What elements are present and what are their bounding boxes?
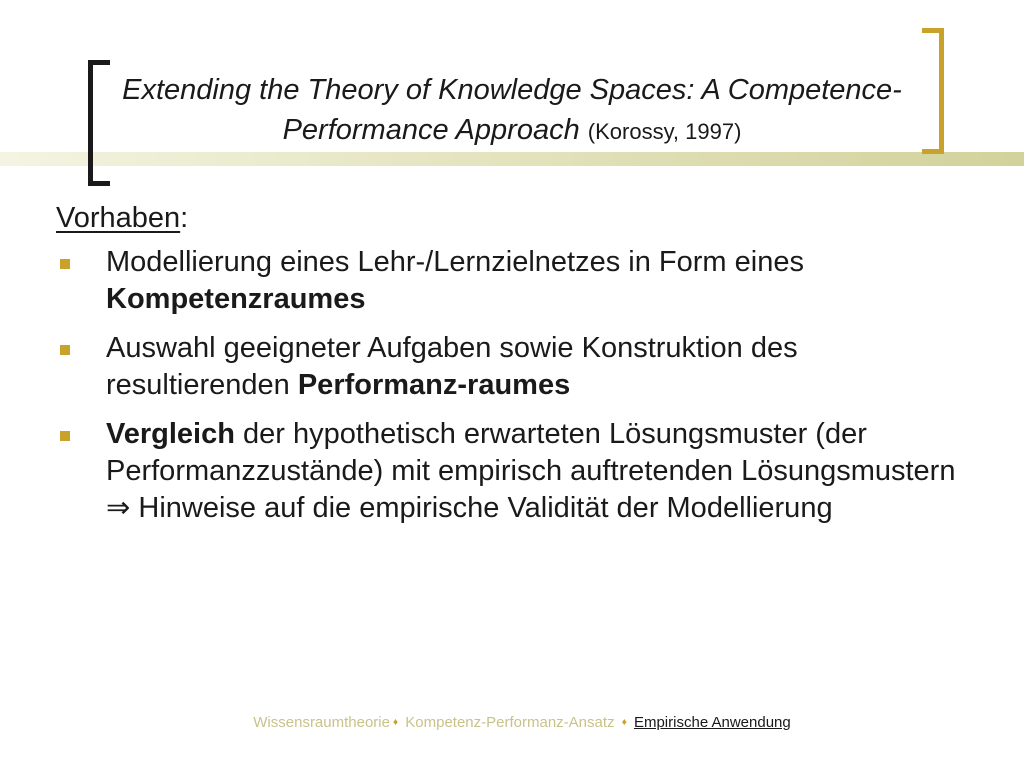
bullet-square-icon (60, 259, 70, 269)
heading-colon: : (180, 202, 189, 234)
bullet-square-icon (60, 431, 70, 441)
implies-arrow-icon: ⇒ (106, 492, 131, 524)
title-citation: (Korossy, 1997) (587, 119, 742, 144)
slide-content (56, 198, 976, 539)
title-main-text: Extending the Theory of Knowledge Spaces: A Competence-Performance Approach (122, 74, 902, 146)
bullet-item (56, 330, 976, 404)
bullet-bold-text: Performanz-raumes (297, 369, 571, 401)
footer-nav-empirische-anwendung[interactable]: Empirische Anwendung (633, 714, 791, 731)
heading-label: Vorhaben (56, 202, 181, 234)
bullet-text: Auswahl geeigneter Aufgaben sowie Konstruktion des resultierenden (106, 332, 798, 401)
bullet-bold-text: Vergleich (106, 418, 235, 450)
diamond-separator-icon: ♦ (621, 717, 627, 728)
bullet-text: der hypothetisch erwarteten Lösungsmuster (der Performanzzustände) mit empirisch auftretenden Lösungsmustern (106, 418, 956, 487)
bullet-item (56, 244, 976, 318)
bullet-list (56, 244, 976, 527)
bullet-item (56, 416, 976, 527)
bullet-square-icon (60, 345, 70, 355)
content-heading (56, 198, 976, 238)
right-bracket-decoration (922, 28, 944, 154)
left-bracket-decoration (88, 60, 110, 186)
bullet-text-continued: Hinweise auf die empirische Validität der Modellierung (130, 492, 833, 524)
slide-title (112, 70, 912, 152)
footer-nav-kompetenz-performanz[interactable]: Kompetenz-Performanz-Ansatz (405, 714, 619, 731)
diamond-separator-icon: ♦ (392, 717, 399, 728)
footer-nav-wissensraumtheorie[interactable]: Wissensraumtheorie (253, 714, 390, 731)
bullet-text: Modellierung eines Lehr-/Lernzielnetzes in Form eines (106, 246, 804, 278)
title-underline-band (0, 152, 1024, 166)
footer-navigation (0, 712, 1024, 734)
bullet-bold-text: Kompetenzraumes (106, 283, 366, 315)
